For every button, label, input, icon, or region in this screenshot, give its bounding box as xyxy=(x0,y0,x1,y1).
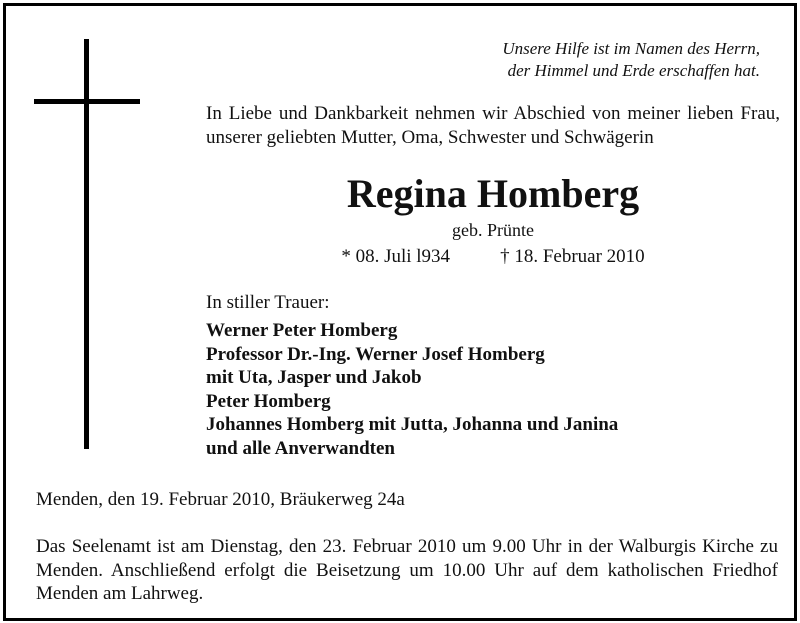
intro-text: In Liebe und Dankbarkeit nehmen wir Abschied von meiner lieben Frau, unserer geliebten Mutter, Oma, Schwester und Schwägerin xyxy=(206,103,780,148)
mourner-line: Johannes Homberg mit Jutta, Johanna und Janina xyxy=(206,414,619,436)
mourner-line: mit Uta, Jasper und Jakob xyxy=(206,367,422,389)
life-dates xyxy=(206,245,780,269)
death-date: † 18. Februar 2010 xyxy=(500,246,645,267)
mourners-label: In stiller Trauer: xyxy=(206,292,330,313)
mourner-line: Werner Peter Homberg xyxy=(206,320,398,341)
bible-verse xyxy=(502,38,760,82)
verse-line-2: der Himmel und Erde erschaffen hat. xyxy=(507,61,760,80)
deceased-name: Regina Homberg xyxy=(346,171,640,216)
mourner-line: und alle Anverwandten xyxy=(206,437,395,459)
mourner-line: Professor Dr.-Ing. Werner Josef Homberg xyxy=(206,343,545,365)
maiden-name: geb. Prünte xyxy=(452,220,534,240)
mourners-list xyxy=(206,319,618,461)
cross-icon-horizontal xyxy=(34,99,140,104)
mourner-line: Peter Homberg xyxy=(206,390,331,412)
service-info: Das Seelenamt ist am Dienstag, den 23. Februar 2010 um 9.00 Uhr in der Walburgis Kirche zu Menden. Anschließend erfolgt die Beisetzung um 10.00 Uhr auf dem katholischen Friedhof Menden am Lahrweg. xyxy=(36,536,778,604)
obituary-frame xyxy=(3,3,797,621)
birth-date: * 08. Juli l934 xyxy=(341,246,451,267)
verse-line-1: Unsere Hilfe ist im Namen des Herrn, xyxy=(502,39,760,58)
place-date-address: Menden, den 19. Februar 2010, Bräukerweg 24a xyxy=(36,489,405,510)
